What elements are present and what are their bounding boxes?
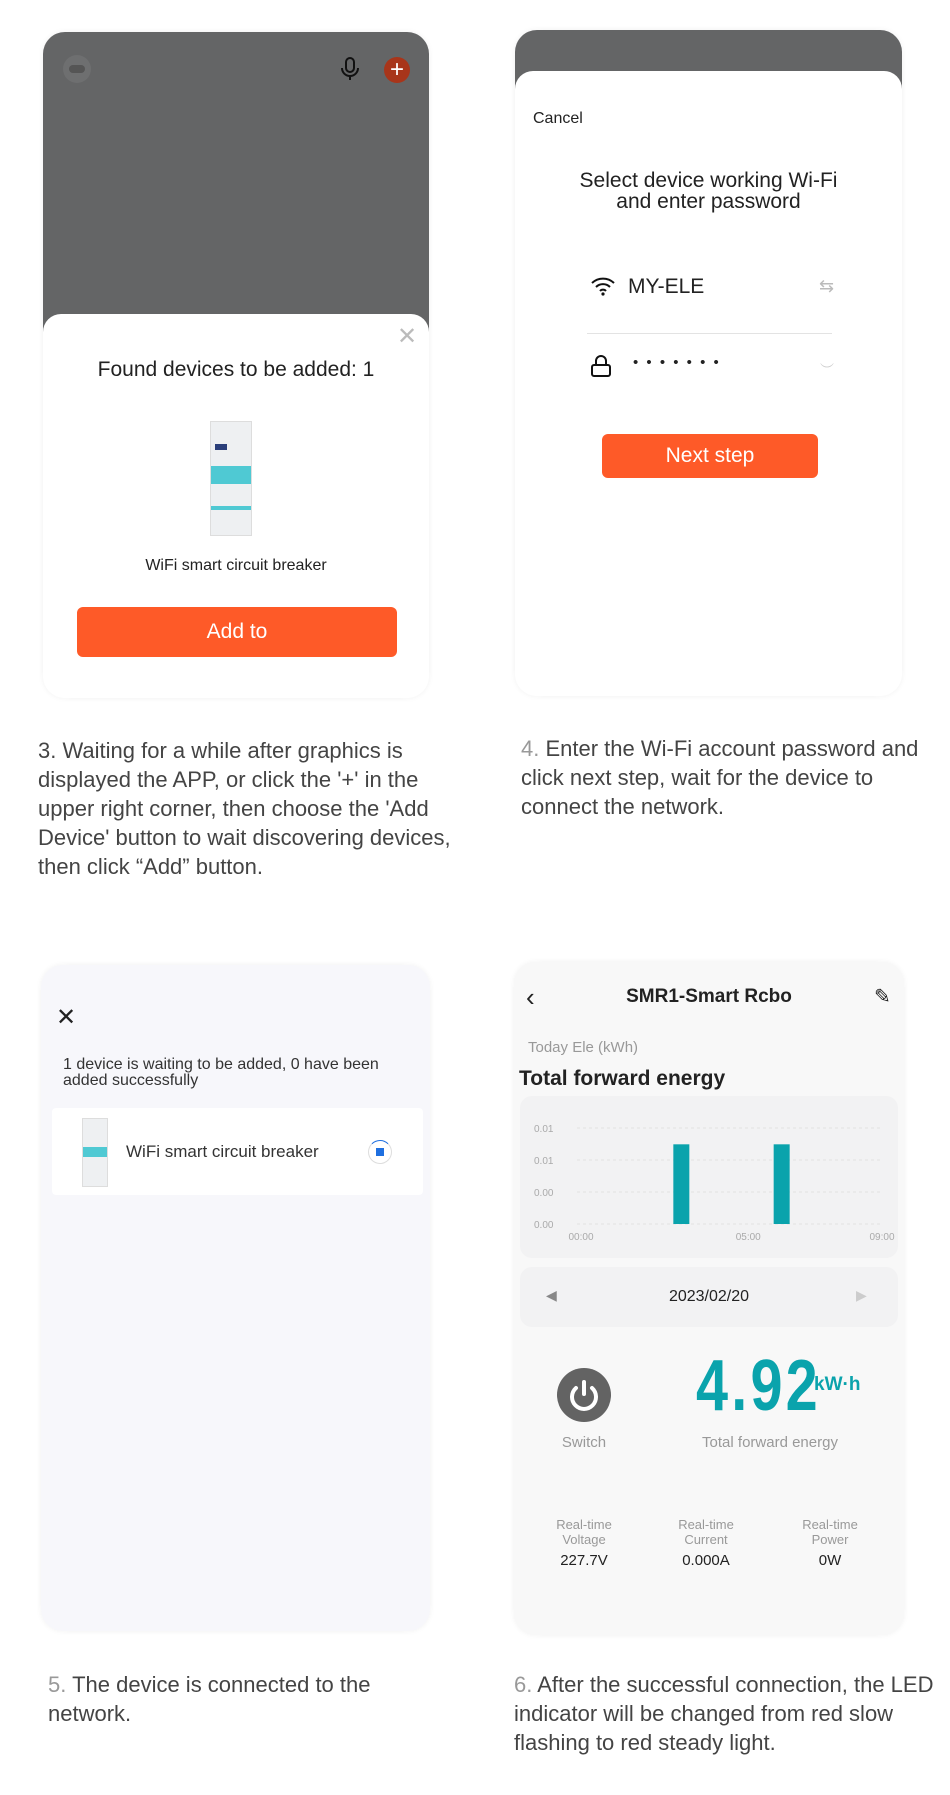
device-list-item[interactable] [52,1108,423,1195]
stat-power: Real-time Power 0W [802,1517,858,1569]
close-icon[interactable]: ✕ [397,323,418,350]
stat-current: Real-time Current 0.000A [678,1517,734,1569]
y-tick-label: 0.01 [534,1124,554,1135]
adding-device-screen [41,965,430,1631]
add-device-plus-icon[interactable]: + [384,57,410,83]
next-step-button[interactable]: Next step [602,434,818,478]
date-label: 2023/02/20 [668,1288,750,1305]
step4-caption: 4. Enter the Wi-Fi account password and click next step, wait for the device to connect the network. [521,736,919,819]
next-date-icon[interactable]: ▶ [856,1287,867,1303]
device-title: SMR1-Smart Rcbo [626,986,792,1007]
password-field[interactable]: • • • • • • • [633,354,721,371]
x-tick-label: 09:00 [869,1232,895,1243]
section-title: Total forward energy [519,1067,726,1090]
device-name: WiFi smart circuit breaker [145,557,327,574]
lock-icon [590,354,612,383]
step3-caption: 3. Waiting for a while after graphics is displayed the APP, or click the '+' in the upper right corner, then choose the 'Add Device' button to wait discovering devices, then click “Add” button. [38,738,451,879]
edit-icon[interactable]: ✎ [874,986,891,1008]
sheet [515,71,902,696]
y-tick-label: 0.00 [534,1220,554,1231]
eye-closed-icon[interactable]: ︶ [820,362,834,378]
divider [587,333,832,334]
microphone-icon[interactable] [339,56,361,87]
energy-unit: kW·h [814,1374,861,1395]
x-tick-label: 00:00 [568,1232,594,1243]
step-number: 5. [48,1672,67,1697]
wifi-password-screen [515,30,902,696]
chart-panel [520,1096,898,1258]
add-to-button[interactable]: Add to [77,607,397,657]
step-number: 4. [521,736,540,761]
power-icon [557,1368,611,1422]
wifi-ssid-field[interactable]: MY-ELE [628,275,705,298]
device-image [210,421,252,536]
switch-label: Switch [561,1434,607,1451]
robot-icon[interactable] [63,55,91,83]
power-switch-button[interactable] [557,1368,611,1422]
device-detail-screen [514,962,904,1635]
energy-label: Total forward energy [702,1434,838,1451]
back-icon[interactable]: ‹ [526,982,535,1012]
stat-voltage: Real-time Voltage 227.7V [556,1517,612,1569]
step-number: 3. [38,738,57,763]
switch-network-icon[interactable]: ⇆ [819,276,835,296]
previous-date-icon[interactable]: ◀ [546,1287,557,1303]
today-ele-label: Today Ele (kWh) [528,1039,639,1056]
energy-bar [673,1144,689,1224]
energy-value: 4.92 [696,1346,821,1426]
wifi-title: Select device working Wi-Fi and enter password [579,169,838,213]
energy-bar-chart [520,1096,898,1258]
cancel-button[interactable]: Cancel [533,110,583,127]
step5-caption: 5. The device is connected to the network. [48,1672,371,1726]
home-background-dimmed [43,32,429,332]
found-devices-screen [43,32,429,698]
step6-caption: 6. After the successful connection, the LED indicator will be changed from red slow flashing to red steady light. [514,1672,934,1755]
close-icon[interactable]: ✕ [56,1004,77,1031]
device-name: WiFi smart circuit breaker [126,1142,319,1161]
date-selector [520,1267,898,1327]
y-tick-label: 0.01 [534,1156,554,1167]
x-tick-label: 05:00 [735,1232,761,1243]
energy-bar [774,1144,790,1224]
wifi-icon [590,276,616,301]
found-devices-title: Found devices to be added: 1 [97,358,375,381]
device-image [82,1118,108,1187]
step-number: 6. [514,1672,533,1697]
loading-spinner-icon [368,1140,392,1164]
adding-status: 1 device is waiting to be added, 0 have been added successfully [63,1056,379,1089]
y-tick-label: 0.00 [534,1188,554,1199]
